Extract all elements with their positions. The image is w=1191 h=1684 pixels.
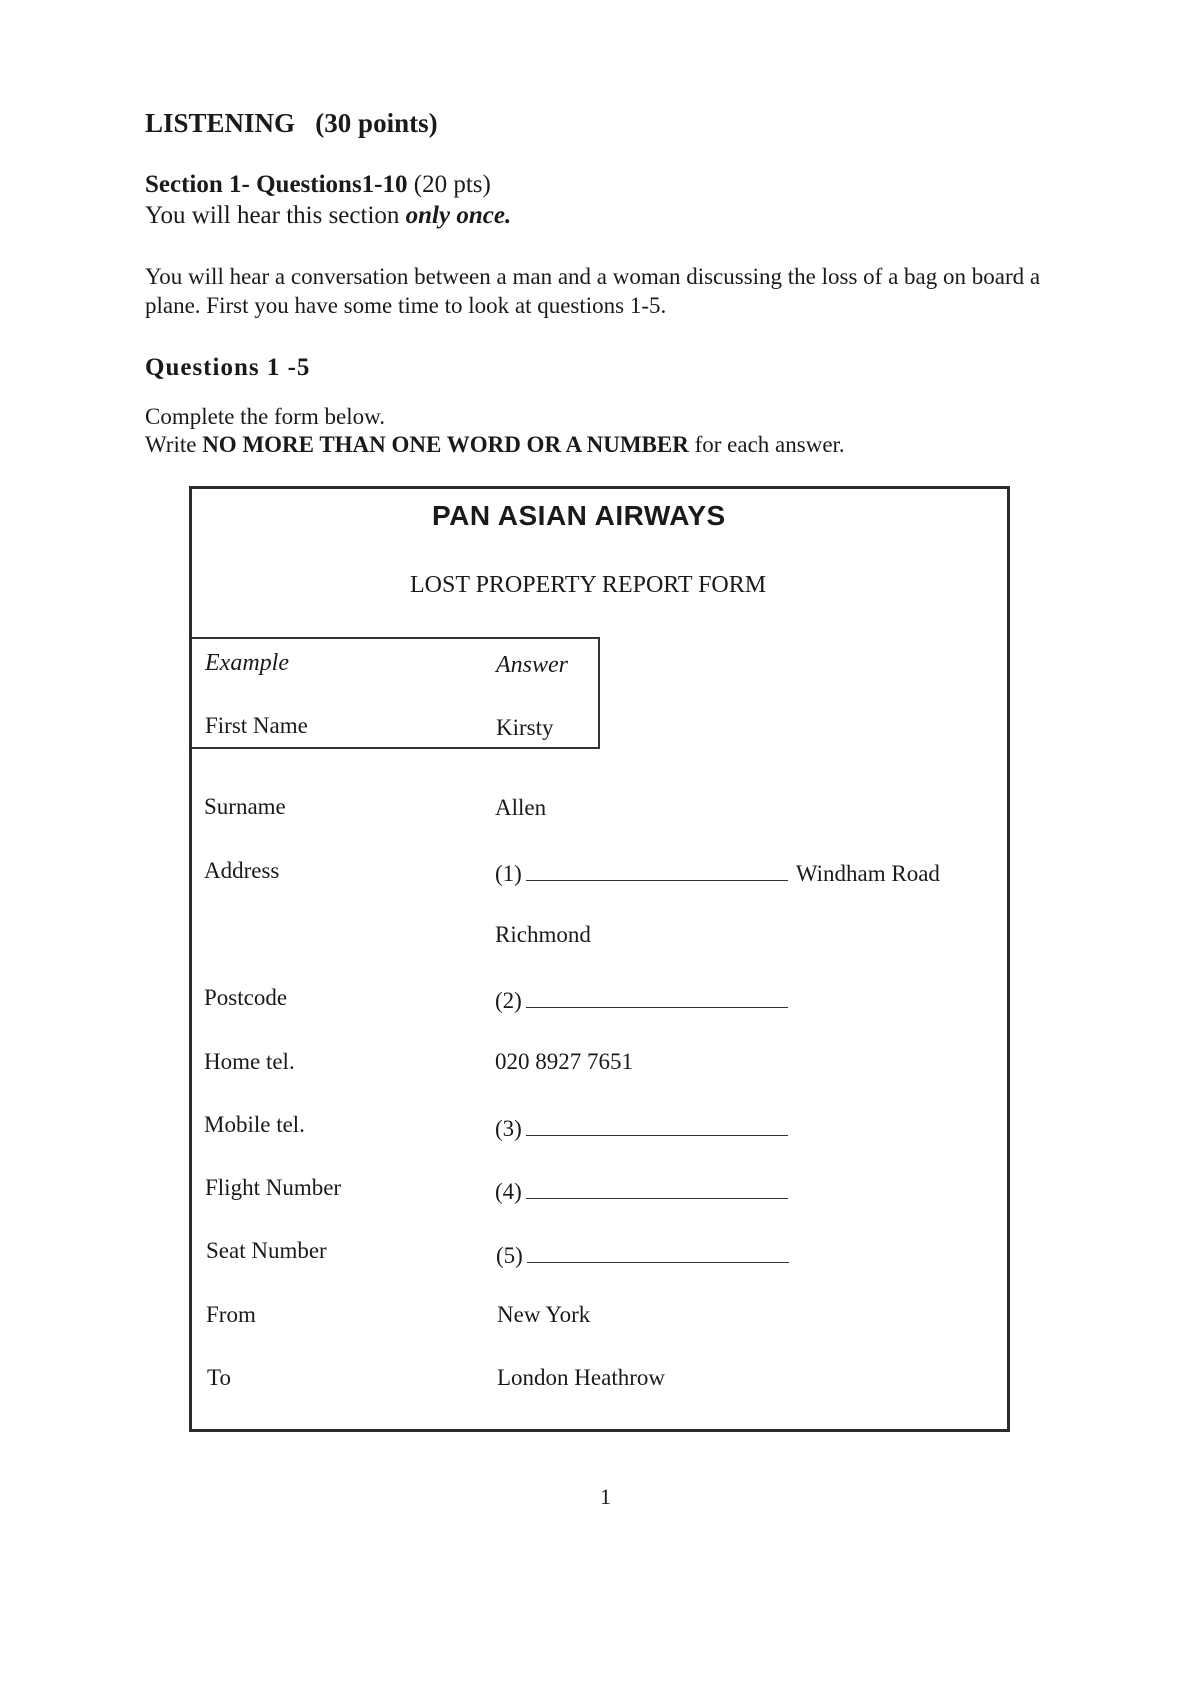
- form-row-answer-4: [495, 1176, 788, 1205]
- form-row-label-flight-number: Flight Number: [205, 1175, 342, 1200]
- form-row-label-from: From: [206, 1302, 256, 1327]
- form-row-label-address: Address: [204, 858, 280, 883]
- form-row-value-home-tel: 020 8927 7651: [495, 1049, 633, 1074]
- answer-blank-5[interactable]: [527, 1240, 789, 1263]
- instruction-complete-form: Complete the form below.: [145, 404, 385, 429]
- form-row-value-to: London Heathrow: [497, 1365, 665, 1390]
- form-row-value-surname: Allen: [495, 795, 547, 820]
- hear-once-note: [145, 202, 511, 230]
- form-row-answer-3: [495, 1113, 788, 1142]
- example-field-value: Kirsty: [496, 715, 554, 740]
- instruction-word-limit-post: for each answer.: [688, 432, 845, 457]
- form-row-label-to: To: [207, 1365, 231, 1390]
- form-row-label-seat-number: Seat Number: [206, 1238, 327, 1263]
- example-field-label: First Name: [205, 713, 308, 738]
- section-heading-points: (20 pts): [407, 171, 491, 198]
- page-title: LISTENING (30 points): [145, 108, 438, 138]
- address-street-suffix: Windham Road: [795, 861, 940, 886]
- form-row-value-city: Richmond: [495, 922, 591, 947]
- question-number-3: (3): [495, 1116, 522, 1141]
- page-number: 1: [600, 1484, 611, 1509]
- instruction-word-limit: [145, 432, 845, 458]
- questions-heading: Questions 1 -5: [145, 354, 311, 381]
- form-row-answer-2: [495, 985, 788, 1014]
- form-row-label-postcode: Postcode: [204, 985, 288, 1010]
- answer-blank-1[interactable]: [526, 858, 788, 881]
- question-number-4: (4): [495, 1179, 522, 1204]
- form-subtitle: LOST PROPERTY REPORT FORM: [410, 572, 767, 598]
- answer-blank-2[interactable]: [526, 985, 788, 1008]
- answer-label: Answer: [496, 652, 568, 678]
- form-row-value-from: New York: [497, 1302, 591, 1327]
- question-number-5: (5): [496, 1243, 523, 1268]
- form-row-label-mobile-tel: Mobile tel.: [204, 1112, 305, 1137]
- question-number-2: (2): [495, 988, 522, 1013]
- form-row-label-home-tel: Home tel.: [204, 1049, 295, 1074]
- answer-blank-4[interactable]: [526, 1176, 788, 1199]
- form-row-answer-1: [495, 858, 940, 887]
- form-row-label-surname: Surname: [204, 794, 286, 819]
- section-heading: [145, 171, 491, 199]
- intro-paragraph: You will hear a conversation between a man and a woman discussing the loss of a bag on board a plane. First you have some time to look at questions 1-5.: [145, 264, 1041, 318]
- answer-blank-3[interactable]: [526, 1113, 788, 1136]
- hear-once-text: You will hear this section: [145, 202, 406, 229]
- instruction-word-limit-bold: NO MORE THAN ONE WORD OR A NUMBER: [202, 432, 689, 457]
- section-heading-bold: Section 1- Questions1-10: [145, 171, 408, 198]
- question-number-1: (1): [495, 861, 522, 886]
- instruction-word-limit-pre: Write: [145, 432, 203, 457]
- form-row-answer-5: [496, 1240, 789, 1269]
- hear-once-emphasis: only once.: [405, 202, 512, 229]
- lost-property-form: [189, 486, 1010, 1432]
- form-airline-title: PAN ASIAN AIRWAYS: [432, 500, 726, 531]
- example-label: Example: [205, 650, 289, 676]
